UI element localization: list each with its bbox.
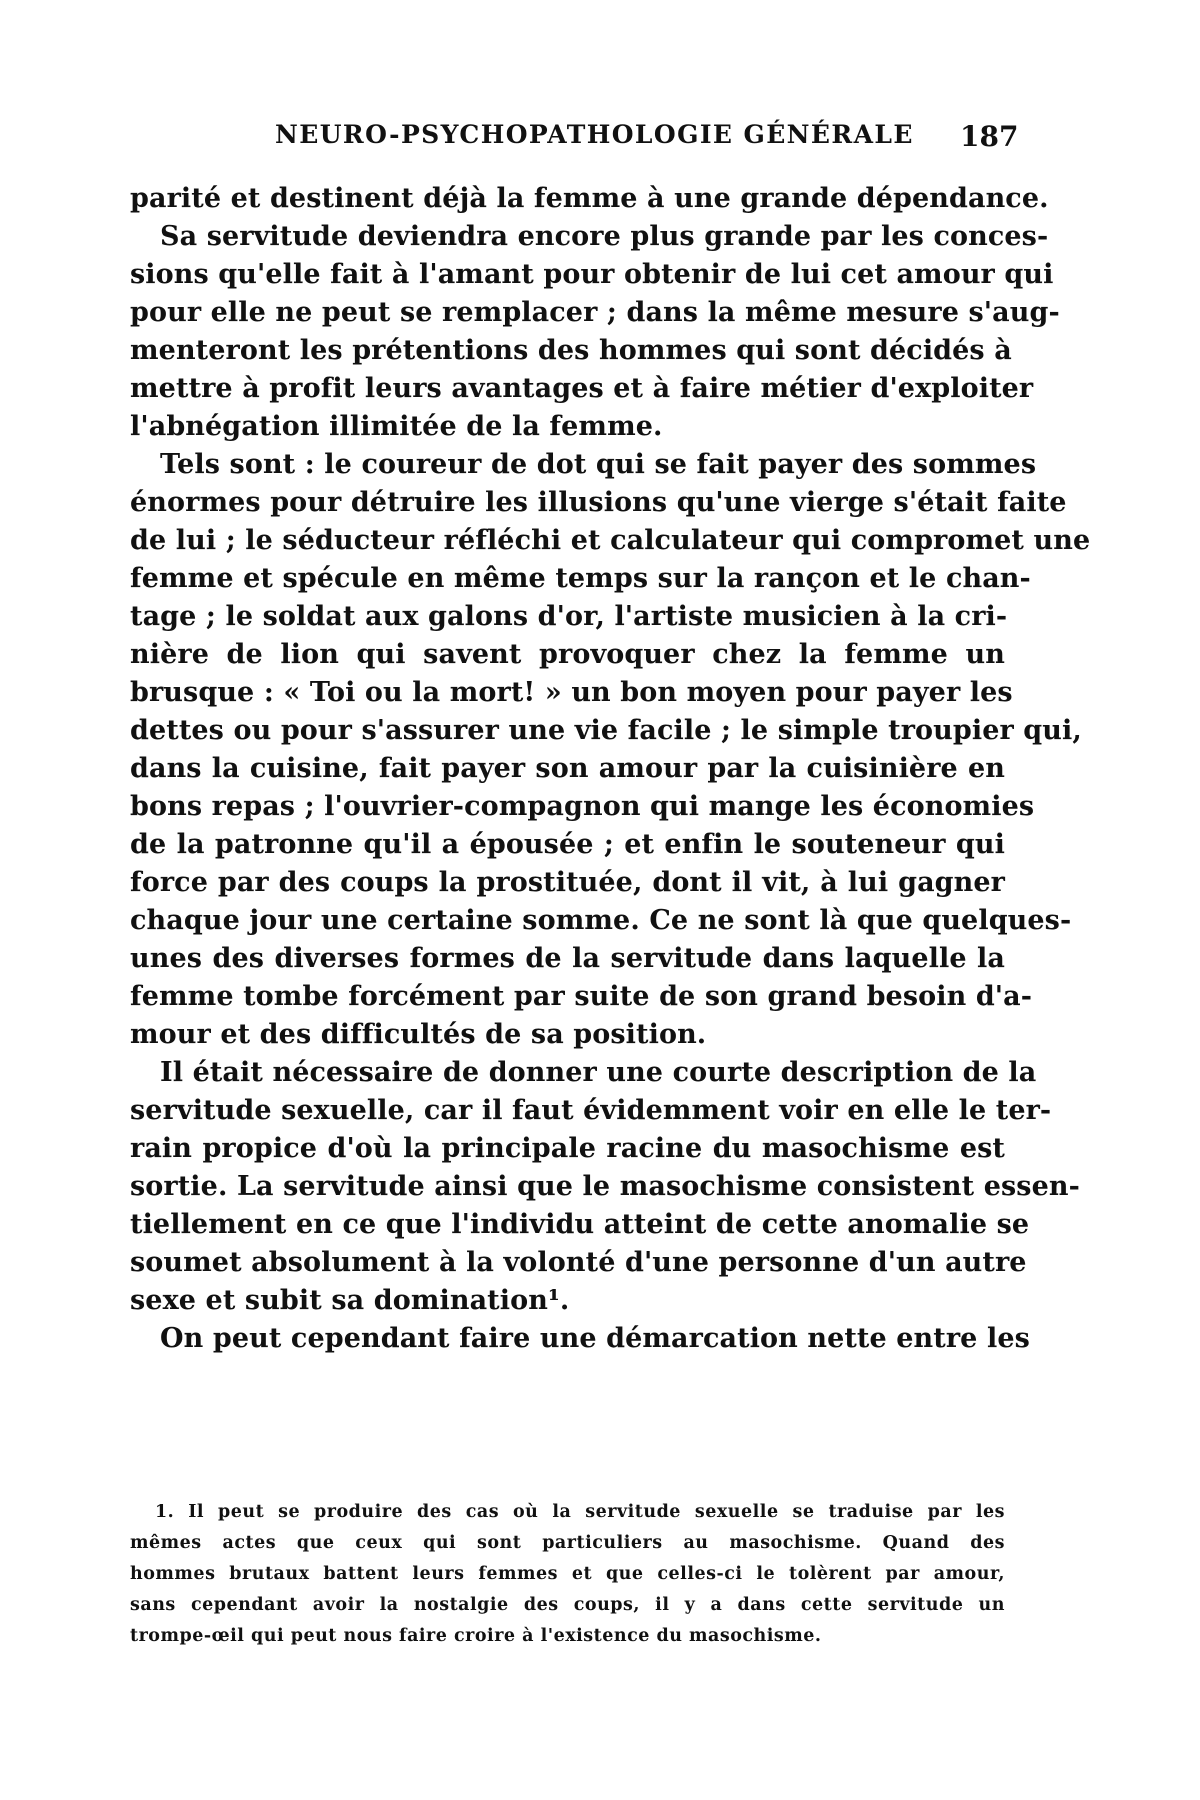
text-line: soumet absolument à la volonté d'une personne d'un autre	[130, 1247, 1027, 1278]
text-line: pour elle ne peut se remplacer ; dans la même mesure s'aug-	[130, 297, 1060, 328]
text-line: rain propice d'où la principale racine du masochisme est	[130, 1133, 1005, 1164]
text-line: mour et des difficultés de sa position.	[130, 1019, 707, 1050]
text-line: tiellement en ce que l'individu atteint de cette anomalie se	[130, 1209, 1030, 1240]
body-text	[130, 180, 1091, 1358]
text-line: sions qu'elle fait à l'amant pour obtenir de lui cet amour qui	[130, 259, 1054, 290]
text-line: Tels sont : le coureur de dot qui se fait payer des sommes	[160, 449, 1037, 480]
text-line: menteront les prétentions des hommes qui sont décidés à	[130, 335, 1012, 366]
text-line: de la patronne qu'il a épousée ; et enfin le souteneur qui	[130, 829, 1005, 860]
text-line: mettre à profit leurs avantages et à faire métier d'exploiter	[130, 373, 1034, 404]
text-line: sexe et subit sa domination¹.	[130, 1285, 570, 1316]
text-line: femme et spécule en même temps sur la rançon et le chan-	[130, 563, 1031, 594]
text-line: l'abnégation illimitée de la femme.	[130, 411, 663, 442]
text-line: force par des coups la prostituée, dont il vit, à lui gagner	[130, 867, 1005, 898]
text-line: brusque : « Toi ou la mort! » un bon moyen pour payer les	[130, 677, 1013, 708]
running-head: NEURO-PSYCHOPATHOLOGIE GÉNÉRALE	[275, 120, 914, 149]
text-line: bons repas ; l'ouvrier-compagnon qui mange les économies	[130, 791, 1035, 822]
text-line: Sa servitude deviendra encore plus grande par les conces-	[160, 221, 1049, 252]
footnote-line: hommes brutaux battent leurs femmes et que celles-ci le tolèrent par amour,	[130, 1564, 1005, 1584]
text-line: unes des diverses formes de la servitude dans laquelle la	[130, 943, 1005, 974]
footnote-line: 1. Il peut se produire des cas où la servitude sexuelle se traduise par les	[155, 1502, 1005, 1522]
footnote-line: trompe-œil qui peut nous faire croire à l'existence du masochisme.	[130, 1626, 822, 1646]
footnote-line: mêmes actes que ceux qui sont particuliers au masochisme. Quand des	[130, 1533, 1005, 1553]
footnote	[130, 1497, 1005, 1652]
text-line: servitude sexuelle, car il faut évidemment voir en elle le ter-	[130, 1095, 1052, 1126]
text-line: tage ; le soldat aux galons d'or, l'artiste musicien à la cri-	[130, 601, 1008, 632]
text-line: chaque jour une certaine somme. Ce ne sont là que quelques-	[130, 905, 1072, 936]
text-line: énormes pour détruire les illusions qu'une vierge s'était faite	[130, 487, 1067, 518]
text-line: sortie. La servitude ainsi que le masochisme consistent essen-	[130, 1171, 1080, 1202]
text-line: dettes ou pour s'assurer une vie facile ; le simple troupier qui,	[130, 715, 1082, 746]
text-line: Il était nécessaire de donner une courte description de la	[160, 1057, 1037, 1088]
page-header	[120, 120, 1040, 160]
text-line: femme tombe forcément par suite de son grand besoin d'a-	[130, 981, 1033, 1012]
text-line: parité et destinent déjà la femme à une grande dépendance.	[130, 183, 1049, 214]
text-line: dans la cuisine, fait payer son amour par la cuisinière en	[130, 753, 1005, 784]
text-line: de lui ; le séducteur réfléchi et calculateur qui compromet une	[130, 525, 1091, 556]
page-number: 187	[960, 120, 1019, 153]
text-line: nière de lion qui savent provoquer chez la femme un	[130, 639, 1005, 670]
footnote-line: sans cependant avoir la nostalgie des coups, il y a dans cette servitude un	[130, 1595, 1005, 1615]
text-line: On peut cependant faire une démarcation nette entre les	[160, 1323, 1030, 1354]
